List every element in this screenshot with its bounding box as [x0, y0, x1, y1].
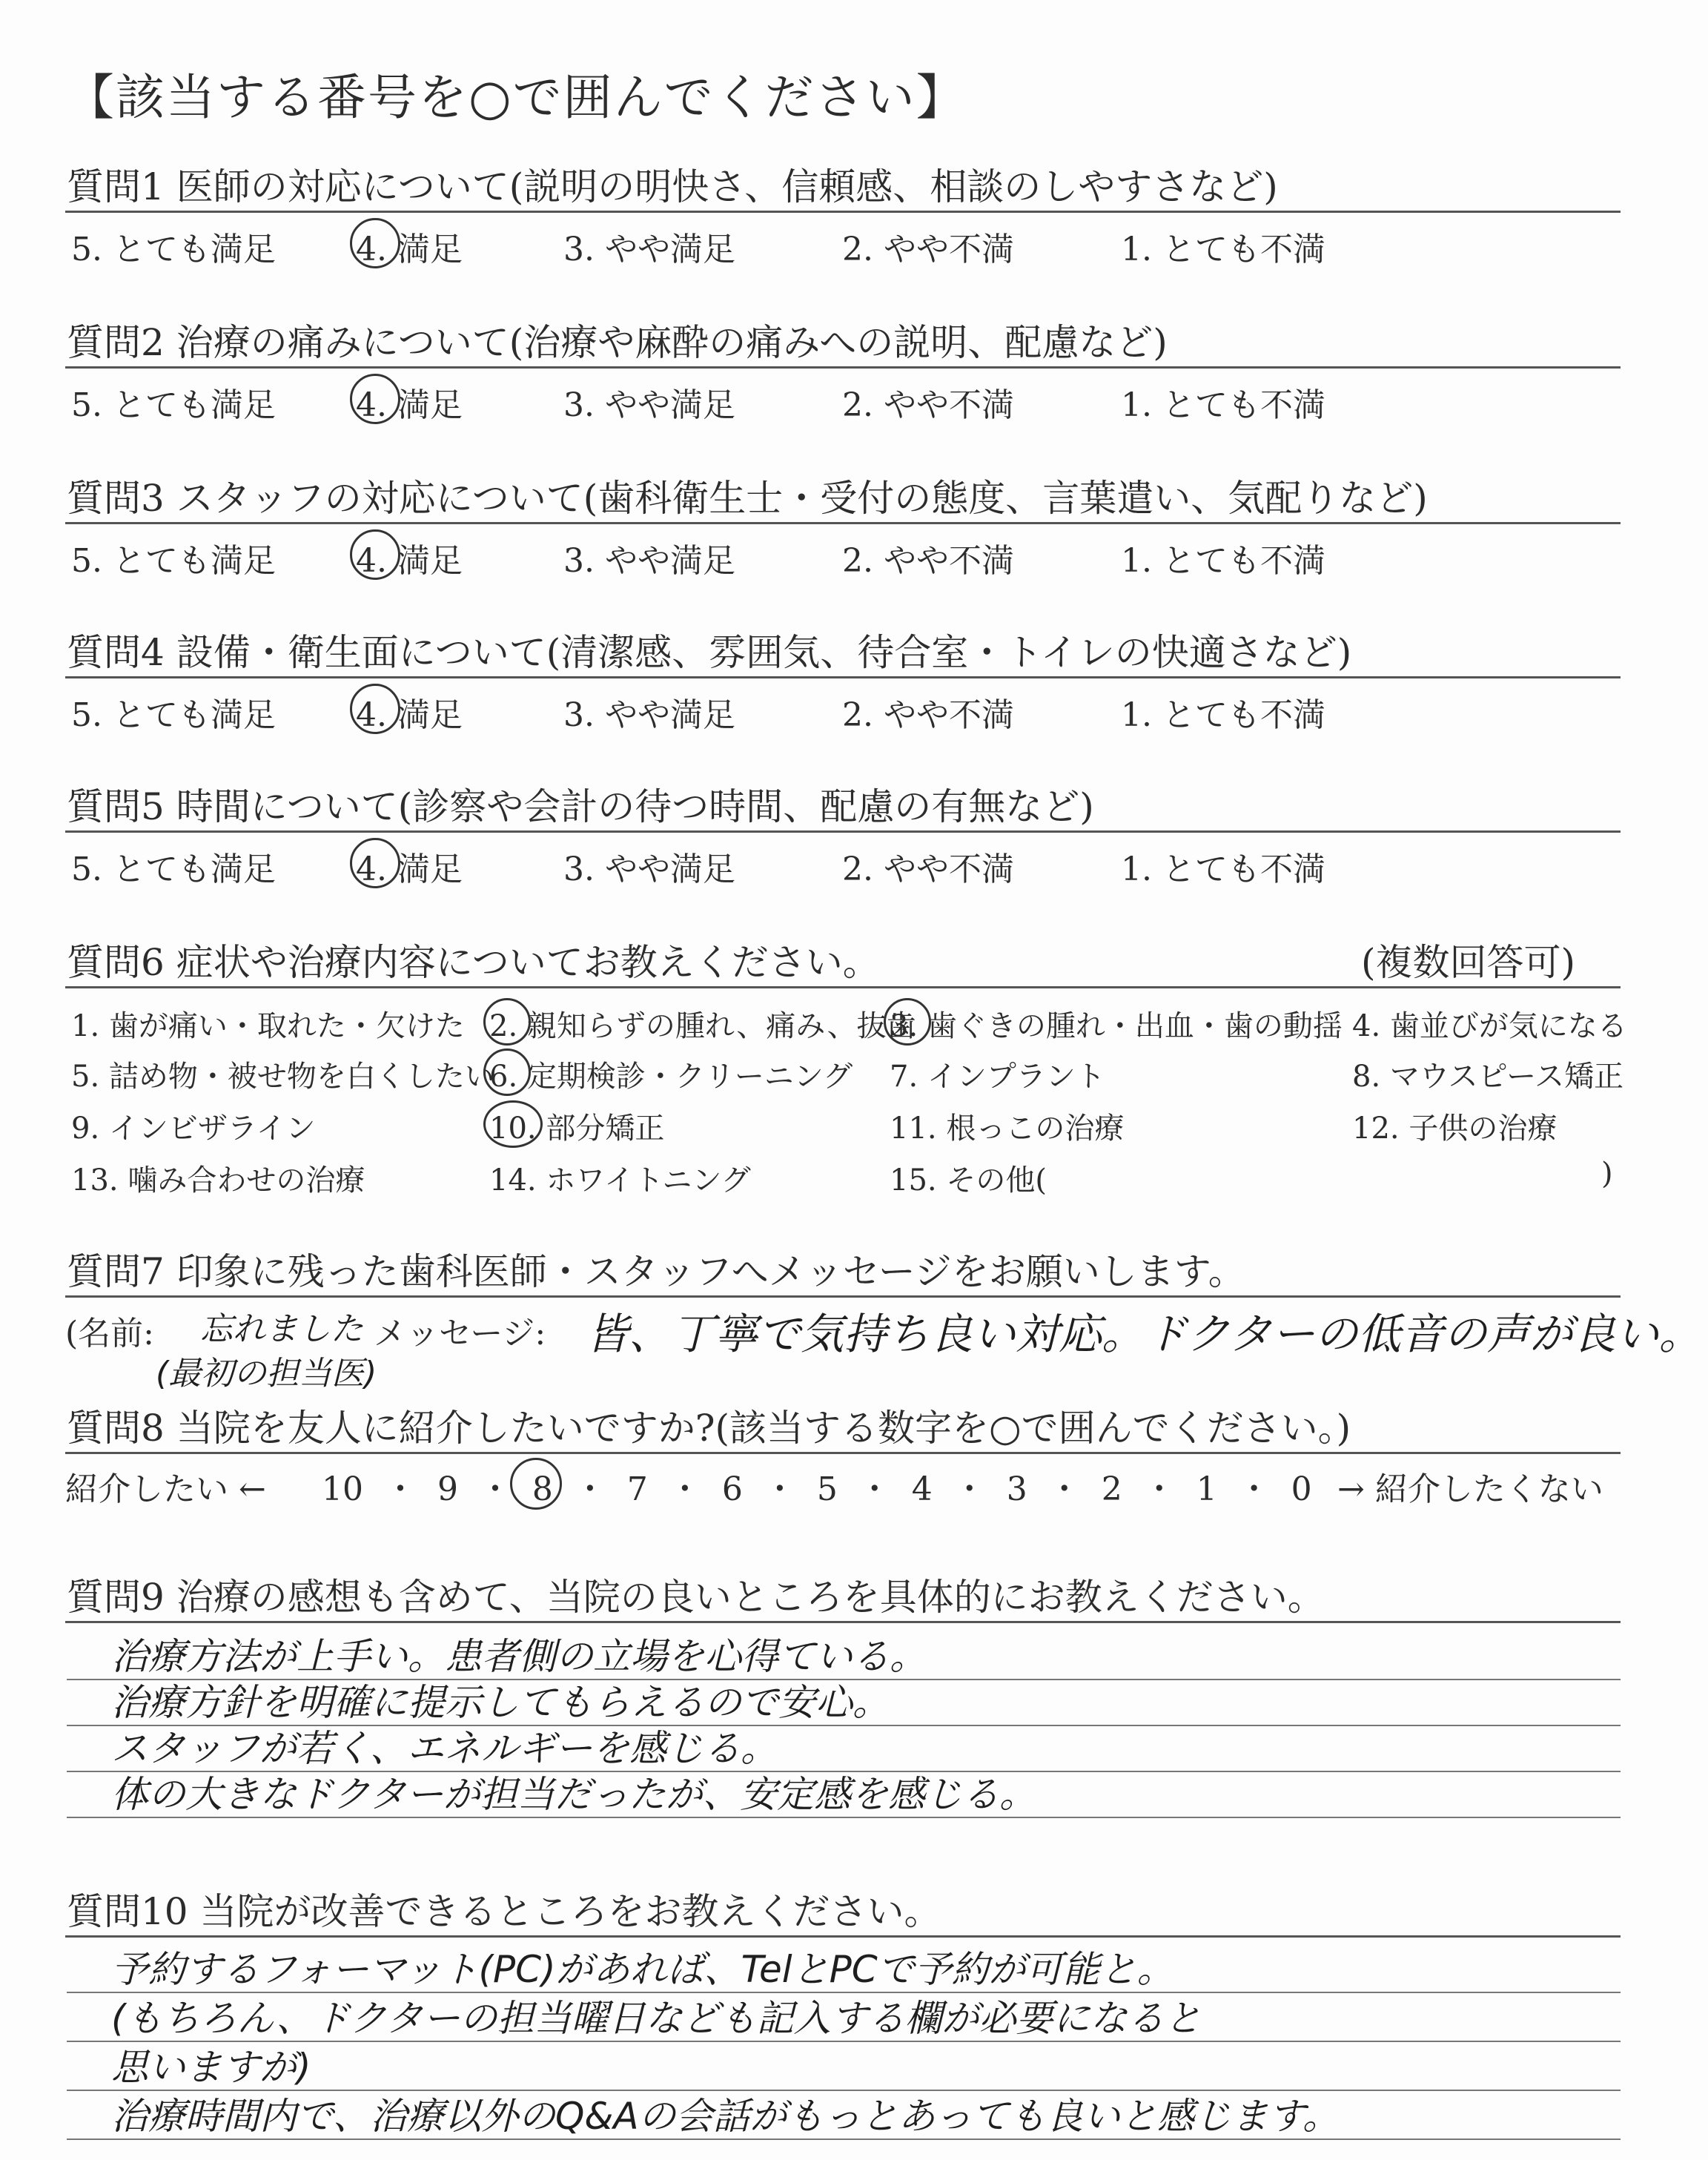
q3-option-1[interactable]: 1. とても不満	[1121, 542, 1325, 580]
q2-selected-circle	[350, 374, 400, 424]
q4-option-1[interactable]: 1. とても不満	[1121, 696, 1325, 734]
q6-option-6[interactable]: 6. 定期検診・クリーニング	[489, 1060, 853, 1094]
q7-label: 質問7 印象に残った歯科医師・スタッフへメッセージをお願いします。	[67, 1250, 1245, 1293]
q9-rule	[65, 1621, 1621, 1623]
q1-selected-circle	[350, 218, 400, 268]
q6-option-10[interactable]: 10. 部分矯正	[489, 1112, 665, 1146]
q6-option-7[interactable]: 7. インプラント	[890, 1060, 1105, 1094]
q6-option-11[interactable]: 11. 根っこの治療	[890, 1112, 1125, 1146]
q10-writing-rule-4	[67, 2138, 1621, 2140]
q2-option-1[interactable]: 1. とても不満	[1121, 386, 1325, 424]
q7-message[interactable]: 皆、丁寧で気持ち良い対応。ドクターの低音の声が良い。	[586, 1309, 1702, 1359]
q1-option-4[interactable]: 4. 満足	[356, 231, 463, 268]
q1-option-2[interactable]: 2. やや不満	[842, 231, 1014, 268]
q6-option-15[interactable]: 15. その他(	[890, 1163, 1047, 1198]
q8-scale: 10 ・ 9 ・ 8 ・ 7 ・ 6 ・ 5 ・ 4 ・ 3 ・ 2 ・ 1 ・ 0	[322, 1470, 1312, 1508]
q9-answer-line-2[interactable]: 治療方針を明確に提示してもらえるので安心。	[111, 1681, 890, 1724]
q6-option-4[interactable]: 4. 歯並びが気になる	[1352, 1009, 1627, 1043]
q6-option-1[interactable]: 1. 歯が痛い・取れた・欠けた	[71, 1009, 465, 1043]
q9-writing-rule-4	[67, 1817, 1621, 1818]
q10-label: 質問10 当院が改善できるところをお教えください。	[67, 1890, 941, 1933]
q9-answer-line-1[interactable]: 治療方法が上手い。患者側の立場を心得ている。	[111, 1635, 927, 1678]
q4-selected-circle	[350, 684, 400, 734]
q5-option-3[interactable]: 3. やや満足	[563, 851, 735, 888]
q6-option-3[interactable]: 3. 歯ぐきの腫れ・出血・歯の動揺	[890, 1009, 1343, 1043]
q7-rule	[65, 1295, 1621, 1298]
q6-selected-circle-2	[483, 998, 531, 1046]
q2-option-5[interactable]: 5. とても満足	[71, 386, 276, 424]
q6-note: (複数回答可)	[1361, 941, 1576, 984]
q6-option-9[interactable]: 9. インビザライン	[71, 1112, 316, 1146]
q7-name-label: (名前:	[65, 1315, 154, 1353]
q10-answer-line-4[interactable]: 治療時間内で、治療以外のQ&Aの会話がもっとあっても良いと感じます。	[111, 2095, 1340, 2138]
q6-selected-circle-6	[483, 1048, 531, 1096]
q5-rule	[65, 830, 1621, 833]
q10-answer-line-2[interactable]: (もちろん、ドクターの担当曜日なども記入する欄が必要になると	[111, 1997, 1202, 2040]
q6-selected-circle-10	[483, 1100, 543, 1148]
q1-label: 質問1 医師の対応について(説明の明快さ、信頼感、相談のしやすさなど)	[67, 165, 1278, 208]
q3-option-4[interactable]: 4. 満足	[356, 542, 463, 580]
q7-name-value[interactable]: 忘れました	[200, 1310, 363, 1348]
q8-rule	[65, 1452, 1621, 1454]
q5-option-5[interactable]: 5. とても満足	[71, 851, 276, 888]
q4-rule	[65, 676, 1621, 678]
q8-left-label: 紹介したい ←	[65, 1470, 266, 1508]
q4-option-4[interactable]: 4. 満足	[356, 696, 463, 734]
q2-option-2[interactable]: 2. やや不満	[842, 386, 1014, 424]
q8-right-label: → 紹介したくない	[1337, 1470, 1603, 1508]
q5-selected-circle	[350, 838, 400, 888]
q5-option-1[interactable]: 1. とても不満	[1121, 851, 1325, 888]
q6-option-2[interactable]: 2. 親知らずの腫れ、痛み、抜歯	[489, 1009, 916, 1043]
q10-answer-line-3[interactable]: 思いますが)	[111, 2046, 311, 2089]
q6-option-8[interactable]: 8. マウスピース矯正	[1352, 1060, 1624, 1094]
q6-option-5[interactable]: 5. 詰め物・被せ物を白くしたい	[71, 1060, 494, 1094]
q6-option-13[interactable]: 13. 噛み合わせの治療	[71, 1163, 365, 1198]
q2-rule	[65, 366, 1621, 369]
q8-label: 質問8 当院を友人に紹介したいですか?(該当する数字を○で囲んでください。)	[67, 1407, 1351, 1450]
q5-option-2[interactable]: 2. やや不満	[842, 851, 1014, 888]
q1-option-3[interactable]: 3. やや満足	[563, 231, 735, 268]
q5-option-4[interactable]: 4. 満足	[356, 851, 463, 888]
q4-option-3[interactable]: 3. やや満足	[563, 696, 735, 734]
q9-label: 質問9 治療の感想も含めて、当院の良いところを具体的にお教えください。	[67, 1576, 1325, 1619]
q1-option-1[interactable]: 1. とても不満	[1121, 231, 1325, 268]
q7-name-note[interactable]: (最初の担当医)	[156, 1355, 377, 1393]
q6-selected-circle-3	[884, 998, 931, 1046]
q7-message-label: メッセージ:	[374, 1315, 546, 1353]
q6-label: 質問6 症状や治療内容についてお教えください。	[67, 941, 880, 984]
q4-option-2[interactable]: 2. やや不満	[842, 696, 1014, 734]
q5-label: 質問5 時間について(診察や会計の待つ時間、配慮の有無など)	[67, 785, 1094, 828]
q10-rule	[65, 1935, 1621, 1938]
q3-option-3[interactable]: 3. やや満足	[563, 542, 735, 580]
q3-rule	[65, 522, 1621, 524]
q4-label: 質問4 設備・衛生面について(清潔感、雰囲気、待合室・トイレの快適さなど)	[67, 631, 1352, 674]
q1-option-5[interactable]: 5. とても満足	[71, 231, 276, 268]
q2-option-4[interactable]: 4. 満足	[356, 386, 463, 424]
q2-label: 質問2 治療の痛みについて(治療や麻酔の痛みへの説明、配慮など)	[67, 321, 1168, 364]
q9-answer-line-4[interactable]: 体の大きなドクターが担当だったが、安定感を感じる。	[111, 1773, 1036, 1816]
q3-option-2[interactable]: 2. やや不満	[842, 542, 1014, 580]
q1-rule	[65, 211, 1621, 213]
q3-label: 質問3 スタッフの対応について(歯科衛生士・受付の態度、言葉遣い、気配りなど)	[67, 477, 1428, 520]
q3-selected-circle	[350, 529, 400, 580]
page-title: 【該当する番号を○で囲んでください】	[65, 69, 967, 126]
q8-selected-circle	[510, 1458, 562, 1510]
q6-option-12[interactable]: 12. 子供の治療	[1352, 1112, 1558, 1146]
q3-option-5[interactable]: 5. とても満足	[71, 542, 276, 580]
q10-answer-line-1[interactable]: 予約するフォーマット(PC)があれば、TelとPCで予約が可能と。	[111, 1948, 1174, 1991]
q6-rule	[65, 986, 1621, 988]
q2-option-3[interactable]: 3. やや満足	[563, 386, 735, 424]
q6-option-other-close: )	[1601, 1157, 1613, 1191]
q6-option-14[interactable]: 14. ホワイトニング	[489, 1163, 751, 1198]
q4-option-5[interactable]: 5. とても満足	[71, 696, 276, 734]
q9-answer-line-3[interactable]: スタッフが若く、エネルギーを感じる。	[111, 1727, 778, 1770]
